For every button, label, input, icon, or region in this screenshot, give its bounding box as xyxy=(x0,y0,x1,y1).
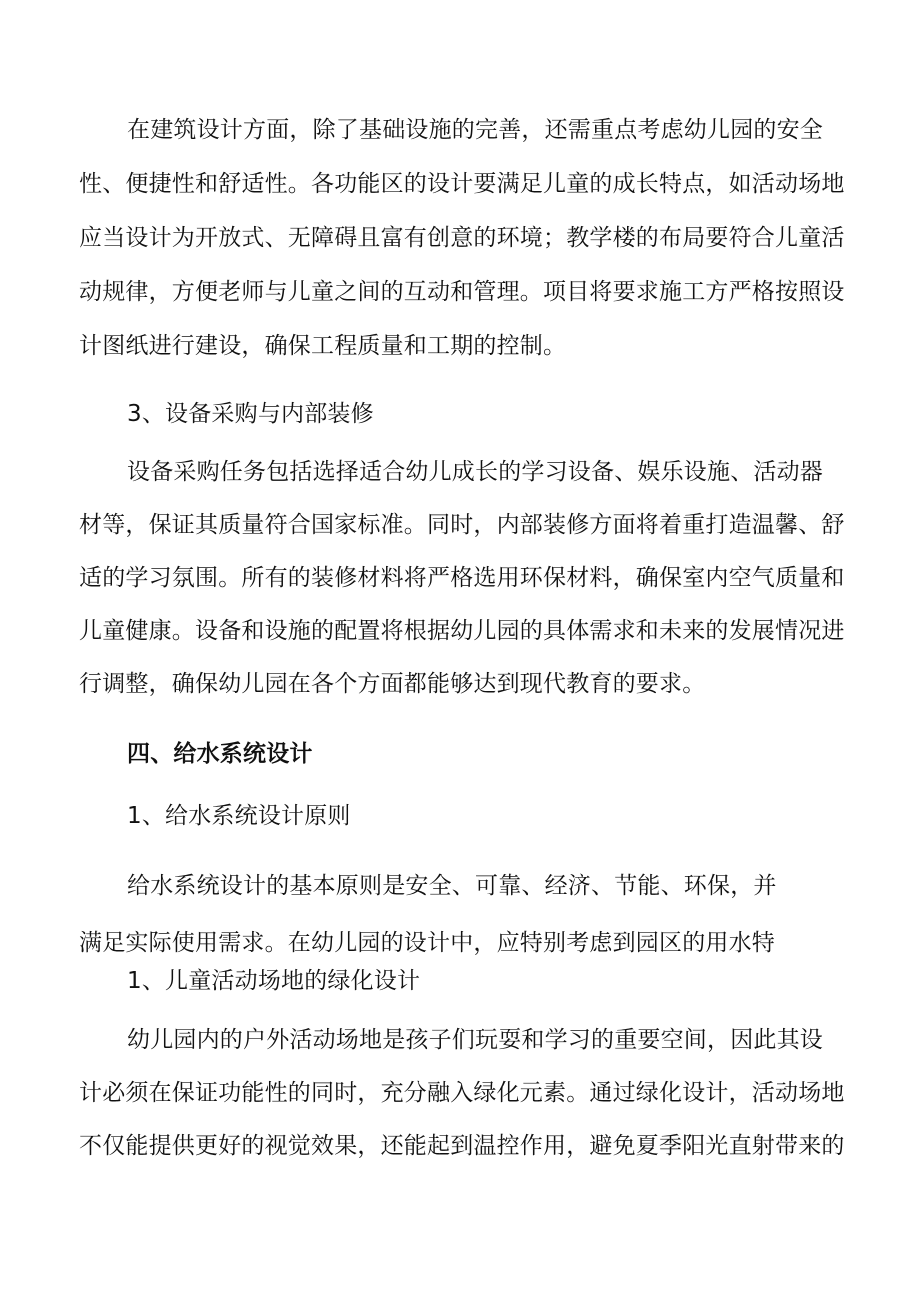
subheading-equipment: 3、设备采购与内部装修 xyxy=(127,401,374,427)
paragraph-line: 应当设计为开放式、无障碍且富有创意的环境；教学楼的布局要符合儿童活 xyxy=(79,225,845,251)
subheading-greening: 1、儿童活动场地的绿化设计 xyxy=(127,968,421,994)
paragraph-line: 满足实际使用需求。在幼儿园的设计中，应特别考虑到园区的用水特 xyxy=(79,930,775,956)
subheading-water-principles: 1、给水系统设计原则 xyxy=(127,803,351,829)
section-heading-water-supply: 四、给水系统设计 xyxy=(127,741,313,767)
paragraph-line: 儿童健康。设备和设施的配置将根据幼儿园的具体需求和未来的发展情况进 xyxy=(79,618,845,644)
paragraph-line: 幼儿园内的户外活动场地是孩子们玩耍和学习的重要空间，因此其设 xyxy=(127,1027,823,1053)
paragraph-line: 设备采购任务包括选择适合幼儿成长的学习设备、娱乐设施、活动器 xyxy=(127,459,823,485)
paragraph-line: 计必须在保证功能性的同时，充分融入绿化元素。通过绿化设计，活动场地 xyxy=(79,1080,845,1106)
paragraph-line: 不仅能提供更好的视觉效果，还能起到温控作用，避免夏季阳光直射带来的 xyxy=(79,1133,845,1159)
paragraph-line: 行调整，确保幼儿园在各个方面都能够达到现代教育的要求。 xyxy=(79,671,706,697)
paragraph-line: 在建筑设计方面，除了基础设施的完善，还需重点考虑幼儿园的安全 xyxy=(127,117,823,143)
paragraph-line: 性、便捷性和舒适性。各功能区的设计要满足儿童的成长特点，如活动场地 xyxy=(79,171,845,197)
paragraph-line: 计图纸进行建设，确保工程质量和工期的控制。 xyxy=(79,333,567,359)
paragraph-line: 材等，保证其质量符合国家标准。同时，内部装修方面将着重打造温馨、舒 xyxy=(79,512,845,538)
paragraph-line: 适的学习氛围。所有的装修材料将严格选用环保材料，确保室内空气质量和 xyxy=(79,565,845,591)
paragraph-line: 动规律，方便老师与儿童之间的互动和管理。项目将要求施工方严格按照设 xyxy=(79,279,845,305)
paragraph-line: 给水系统设计的基本原则是安全、可靠、经济、节能、环保，并 xyxy=(127,873,777,899)
